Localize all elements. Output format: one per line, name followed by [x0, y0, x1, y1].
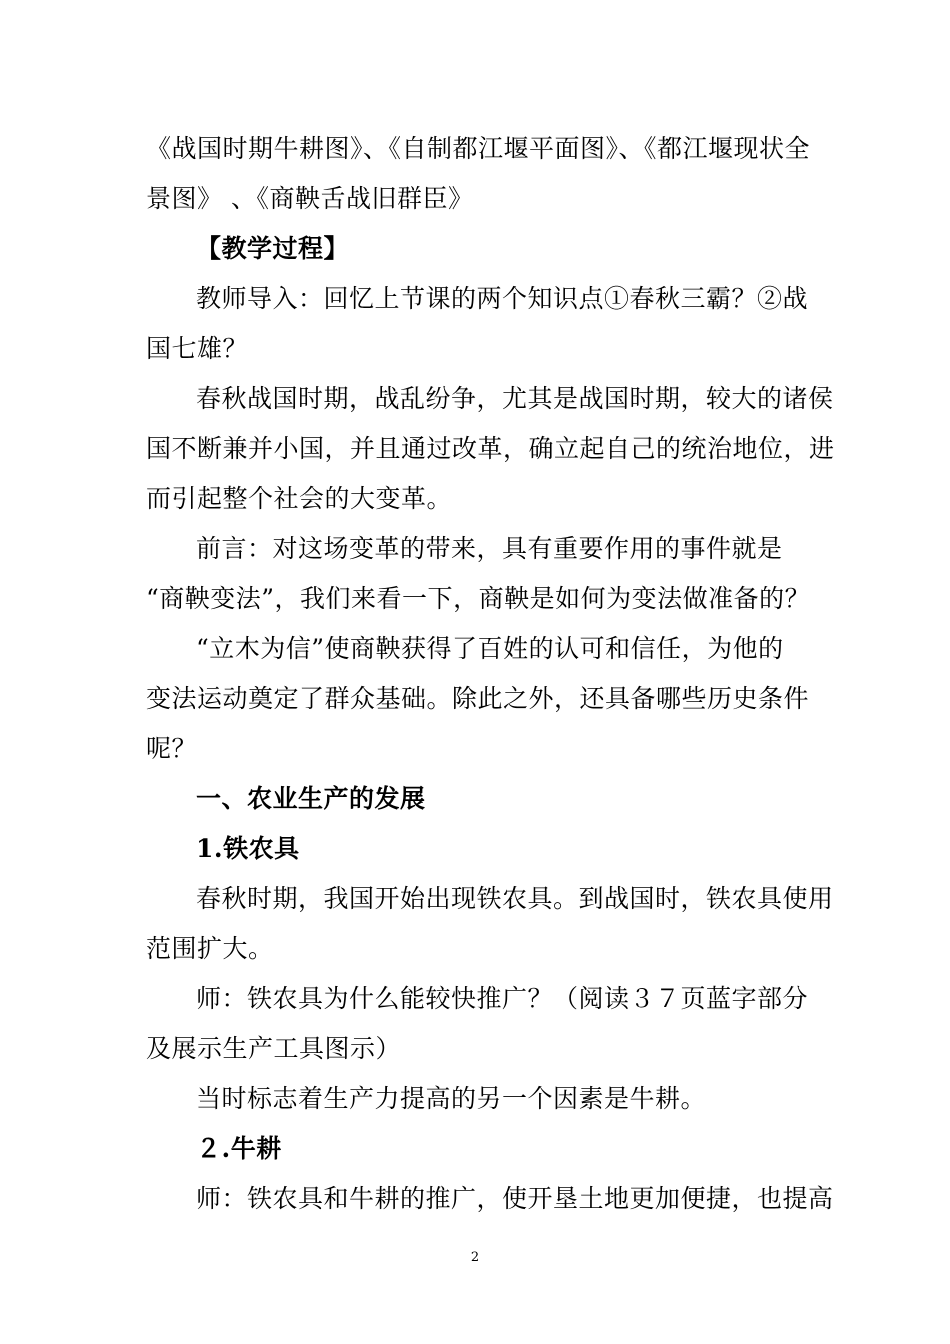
subheading-ox-plough: ２.牛耕	[196, 1134, 282, 1163]
paragraph-line: 变法运动奠定了群众基础。除此之外，还具备哪些历史条件	[146, 684, 810, 713]
materials-line-2: 景图》 、《商鞅舌战旧群臣》	[146, 184, 474, 213]
paragraph-line: 呢？	[146, 734, 198, 763]
intro-line-1: 教师导入：回忆上节课的两个知识点①春秋三霸？②战	[196, 284, 809, 313]
materials-line-1: 《战国时期牛耕图》、《自制都江堰平面图》、《都江堰现状全	[146, 134, 811, 163]
paragraph-line: 当时标志着生产力提高的另一个因素是牛耕。	[196, 1084, 707, 1113]
paragraph-line: 而引起整个社会的大变革。	[146, 484, 453, 513]
paragraph-line: 春秋战国时期，战乱纷争，尤其是战国时期，较大的诸侯	[196, 384, 834, 413]
paragraph-line: 国不断兼并小国，并且通过改革，确立起自己的统治地位，进	[146, 434, 835, 463]
section-heading-teaching-process: 【教学过程】	[196, 234, 350, 263]
subheading-iron-tools: 1.铁农具	[196, 834, 300, 863]
paragraph-line: 范围扩大。	[146, 934, 274, 963]
intro-line-2: 国七雄？	[146, 334, 249, 363]
paragraph-line: 及展示生产工具图示）	[146, 1034, 402, 1063]
section-heading-agriculture: 一、农业生产的发展	[196, 784, 426, 813]
preface-line-1: 前言：对这场变革的带来，具有重要作用的事件就是	[196, 534, 783, 563]
page-number: 2	[470, 1250, 480, 1265]
paragraph-line: 师：铁农具为什么能较快推广？（阅读３７页蓝字部分	[196, 984, 809, 1013]
preface-line-2: “商鞅变法”，我们来看一下，商鞅是如何为变法做准备的？	[146, 584, 811, 613]
paragraph-line: 师：铁农具和牛耕的推广，使开垦土地更加便捷，也提高	[196, 1184, 834, 1213]
paragraph-line: 春秋时期，我国开始出现铁农具。到战国时，铁农具使用	[196, 884, 834, 913]
paragraph-line: “立木为信”使商鞅获得了百姓的认可和信任，为他的	[196, 634, 784, 663]
